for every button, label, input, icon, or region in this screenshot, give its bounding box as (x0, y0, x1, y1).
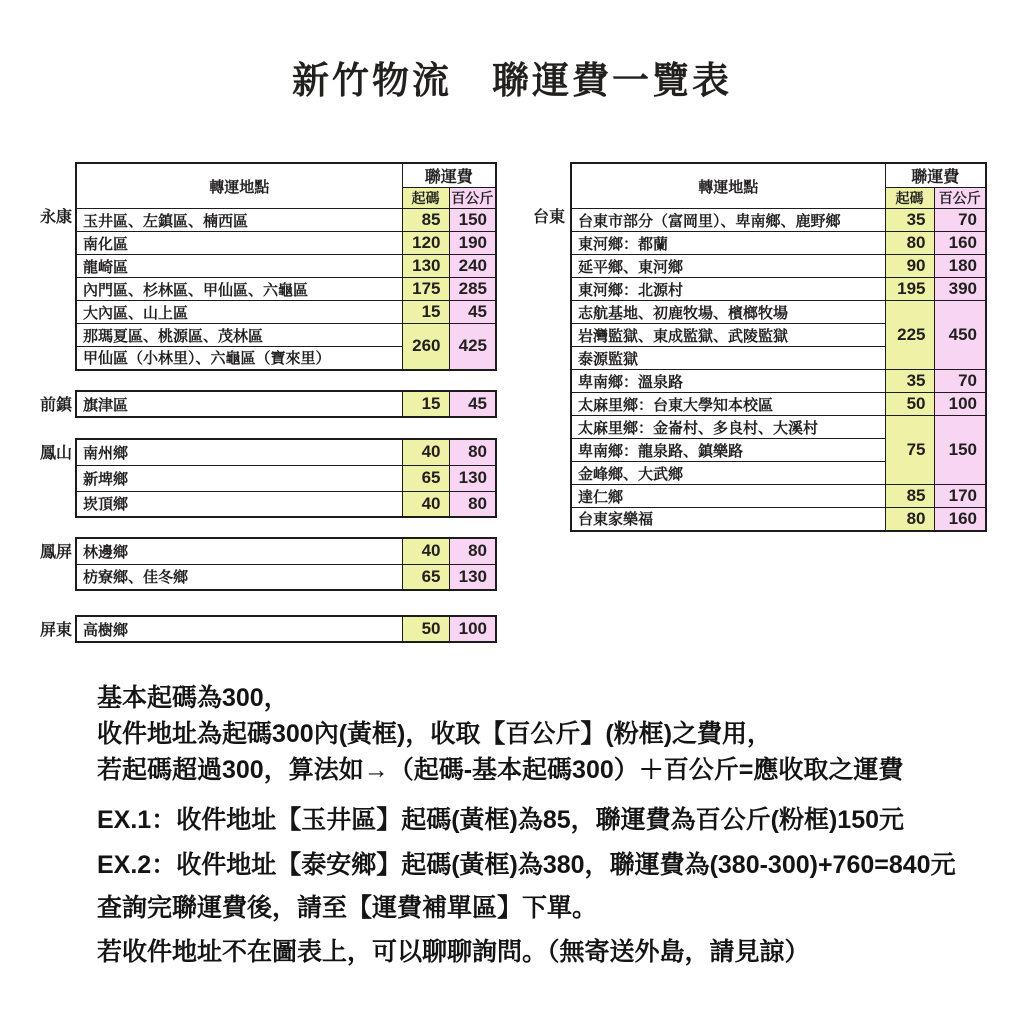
group-label-fengping: 鳳屏 (40, 544, 73, 561)
header-row (76, 163, 496, 188)
base-rate-cell: 260 (402, 324, 449, 370)
base-rate-cell: 50 (402, 616, 449, 642)
group-label-yongkang: 永康 (40, 209, 73, 226)
base-rate-cell: 15 (402, 391, 449, 417)
table-row (571, 393, 986, 416)
table-row (76, 209, 496, 232)
per100kg-cell: 70 (934, 209, 986, 232)
table-row (76, 538, 496, 564)
region-cell: 延平鄉、東河鄉 (571, 255, 885, 278)
table-row (76, 301, 496, 324)
note-within-300: 收件地址為起碼300內(黃框)，收取【百公斤】(粉框)之費用， (97, 720, 773, 748)
base-rate-cell: 195 (885, 278, 934, 301)
table-row (76, 324, 496, 347)
table-row (571, 278, 986, 301)
per100kg-cell: 45 (449, 301, 496, 324)
base-rate-cell: 40 (402, 491, 449, 517)
base-rate-cell: 35 (885, 370, 934, 393)
note-base-rate: 基本起碼為300， (97, 684, 289, 712)
group-label-taitung: 台東 (533, 209, 566, 226)
fee-table-qianzhen (75, 390, 497, 418)
region-cell: 龍崎區 (76, 255, 402, 278)
region-cell: 金峰鄉、大武鄉 (571, 462, 885, 485)
base-rate-cell: 15 (402, 301, 449, 324)
note-over-300-formula: 若起碼超過300，算法如→（起碼-基本起碼300）＋百公斤=應收取之運費 (97, 756, 904, 784)
note-example-1: EX.1：收件地址【玉井區】起碼(黃框)為85，聯運費為百公斤(粉框)150元 (97, 806, 905, 834)
per100kg-cell: 190 (449, 232, 496, 255)
base-rate-cell: 225 (885, 301, 934, 370)
region-cell: 岩灣監獄、東成監獄、武陵監獄 (571, 324, 885, 347)
note-contact-instruction: 若收件地址不在圖表上，可以聊聊詢問。（無寄送外島，請見諒） (97, 938, 810, 966)
column-header-base: 起碼 (402, 188, 449, 209)
per100kg-cell: 45 (449, 391, 496, 417)
region-cell: 卑南鄉：龍泉路、鎮樂路 (571, 439, 885, 462)
per100kg-cell: 70 (934, 370, 986, 393)
base-rate-cell: 130 (402, 255, 449, 278)
fee-table-pingtung (75, 615, 497, 643)
per100kg-cell: 160 (934, 232, 986, 255)
note-order-instruction: 查詢完聯運費後，請至【運費補單區】下單。 (97, 894, 598, 922)
header-row (571, 163, 986, 188)
region-cell: 大內區、山上區 (76, 301, 402, 324)
fee-table-yongkang (75, 162, 497, 371)
notes-block (97, 680, 956, 970)
fee-table-fengshan (75, 438, 497, 518)
region-cell: 崁頂鄉 (76, 491, 402, 517)
per100kg-cell: 160 (934, 508, 986, 531)
base-rate-cell: 65 (402, 564, 449, 590)
group-label-qianzhen: 前鎮 (40, 397, 73, 414)
base-rate-cell: 85 (402, 209, 449, 232)
region-cell: 那瑪夏區、桃源區、茂林區 (76, 324, 402, 347)
table-row (571, 209, 986, 232)
column-header-per100kg: 百公斤 (934, 188, 986, 209)
table-row (571, 416, 986, 439)
table-row (76, 439, 496, 465)
table-row (76, 255, 496, 278)
region-cell: 志航基地、初鹿牧場、檳榔牧場 (571, 301, 885, 324)
table-row (76, 391, 496, 417)
region-cell: 南化區 (76, 232, 402, 255)
region-cell: 林邊鄉 (76, 538, 402, 564)
column-header-location: 轉運地點 (76, 163, 402, 209)
base-rate-cell: 75 (885, 416, 934, 485)
per100kg-cell: 80 (449, 538, 496, 564)
region-cell: 新埤鄉 (76, 465, 402, 491)
per100kg-cell: 150 (934, 416, 986, 485)
region-cell: 玉井區、左鎮區、楠西區 (76, 209, 402, 232)
per100kg-cell: 390 (934, 278, 986, 301)
per100kg-cell: 80 (449, 491, 496, 517)
per100kg-cell: 240 (449, 255, 496, 278)
table-row (571, 301, 986, 324)
base-rate-cell: 120 (402, 232, 449, 255)
per100kg-cell: 450 (934, 301, 986, 370)
base-rate-cell: 85 (885, 485, 934, 508)
column-header-fee: 聯運費 (885, 163, 986, 188)
table-row (76, 564, 496, 590)
region-cell: 卑南鄉：溫泉路 (571, 370, 885, 393)
per100kg-cell: 180 (934, 255, 986, 278)
column-header-base: 起碼 (885, 188, 934, 209)
region-cell: 枋寮鄉、佳冬鄉 (76, 564, 402, 590)
per100kg-cell: 100 (449, 616, 496, 642)
note-example-2: EX.2：收件地址【泰安鄉】起碼(黃框)為380，聯運費為(380-300)+760=840元 (97, 851, 956, 879)
table-row (571, 370, 986, 393)
per100kg-cell: 425 (449, 324, 496, 370)
table-row (76, 278, 496, 301)
table-row (571, 508, 986, 531)
per100kg-cell: 130 (449, 564, 496, 590)
group-label-fengshan: 鳳山 (40, 445, 73, 462)
region-cell: 達仁鄉 (571, 485, 885, 508)
base-rate-cell: 50 (885, 393, 934, 416)
region-cell: 高樹鄉 (76, 616, 402, 642)
table-row (571, 485, 986, 508)
region-cell: 甲仙區（小林里）、六龜區（寶來里） (76, 347, 402, 370)
base-rate-cell: 40 (402, 439, 449, 465)
region-cell: 太麻里鄉：金崙村、多良村、大溪村 (571, 416, 885, 439)
region-cell: 東河鄉：都蘭 (571, 232, 885, 255)
column-header-location: 轉運地點 (571, 163, 885, 209)
region-cell: 台東家樂福 (571, 508, 885, 531)
base-rate-cell: 80 (885, 232, 934, 255)
group-label-pingtung: 屏東 (40, 622, 73, 639)
base-rate-cell: 65 (402, 465, 449, 491)
fee-table-fengping (75, 537, 497, 591)
per100kg-cell: 170 (934, 485, 986, 508)
table-row (76, 465, 496, 491)
column-header-fee: 聯運費 (402, 163, 496, 188)
column-header-per100kg: 百公斤 (449, 188, 496, 209)
fee-table-taitung (570, 162, 987, 532)
table-row (76, 491, 496, 517)
base-rate-cell: 175 (402, 278, 449, 301)
region-cell: 內門區、杉林區、甲仙區、六龜區 (76, 278, 402, 301)
region-cell: 東河鄉：北源村 (571, 278, 885, 301)
region-cell: 太麻里鄉：台東大學知本校區 (571, 393, 885, 416)
per100kg-cell: 130 (449, 465, 496, 491)
base-rate-cell: 35 (885, 209, 934, 232)
table-row (76, 616, 496, 642)
base-rate-cell: 40 (402, 538, 449, 564)
region-cell: 泰源監獄 (571, 347, 885, 370)
per100kg-cell: 150 (449, 209, 496, 232)
per100kg-cell: 80 (449, 439, 496, 465)
base-rate-cell: 90 (885, 255, 934, 278)
table-row (571, 232, 986, 255)
per100kg-cell: 100 (934, 393, 986, 416)
page-title: 新竹物流 聯運費一覽表 (292, 60, 732, 101)
table-row (76, 232, 496, 255)
region-cell: 旗津區 (76, 391, 402, 417)
per100kg-cell: 285 (449, 278, 496, 301)
table-row (571, 255, 986, 278)
base-rate-cell: 80 (885, 508, 934, 531)
region-cell: 南州鄉 (76, 439, 402, 465)
region-cell: 台東市部分（富岡里）、卑南鄉、鹿野鄉 (571, 209, 885, 232)
